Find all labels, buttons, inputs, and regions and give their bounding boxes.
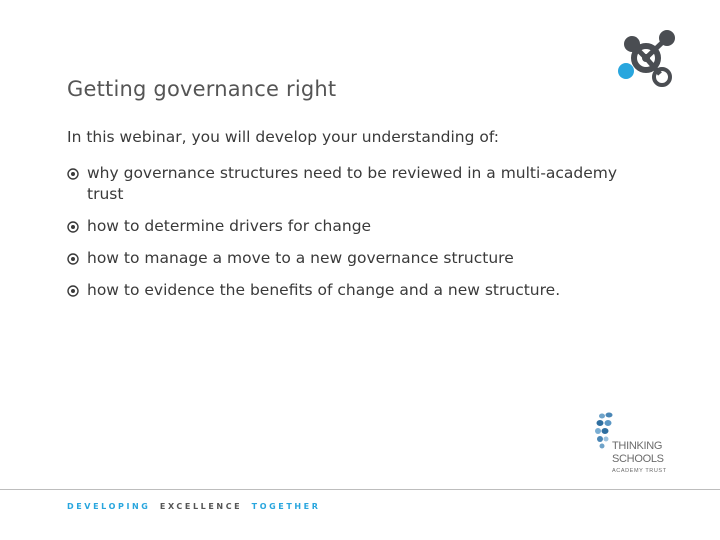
logo-line-academy-trust: ACADEMY TRUST xyxy=(612,468,667,474)
logo-line-thinking: THINKING xyxy=(612,440,663,452)
bullet-text: why governance structures need to be reviewed in a multi-academy trust xyxy=(87,164,618,203)
tagline-excellence: EXCELLENCE xyxy=(159,502,243,511)
circled-dot-icon xyxy=(67,221,79,233)
circled-dot-icon xyxy=(67,168,79,180)
footer-divider xyxy=(0,489,720,490)
bullet-item xyxy=(67,163,657,205)
bullet-list xyxy=(67,163,657,312)
bullet-text: how to determine drivers for change xyxy=(87,217,372,235)
bullet-item xyxy=(67,280,657,301)
footer-tagline xyxy=(67,502,321,511)
circled-dot-icon xyxy=(67,253,79,265)
molecule-logo-icon xyxy=(612,24,680,92)
bullet-item xyxy=(67,216,657,237)
circled-dot-icon xyxy=(67,285,79,297)
logo-line-schools: SCHOOLS xyxy=(612,453,664,465)
bullet-item xyxy=(67,248,657,269)
bullet-text: how to evidence the benefits of change and a new structure. xyxy=(87,281,561,299)
thinking-schools-logo xyxy=(590,408,670,482)
tagline-developing: DEVELOPING xyxy=(67,502,151,511)
intro-text: In this webinar, you will develop your understanding of: xyxy=(67,128,500,146)
slide-title: Getting governance right xyxy=(67,77,337,101)
tagline-together: TOGETHER xyxy=(251,502,321,511)
bullet-text: how to manage a move to a new governance structure xyxy=(87,249,514,267)
